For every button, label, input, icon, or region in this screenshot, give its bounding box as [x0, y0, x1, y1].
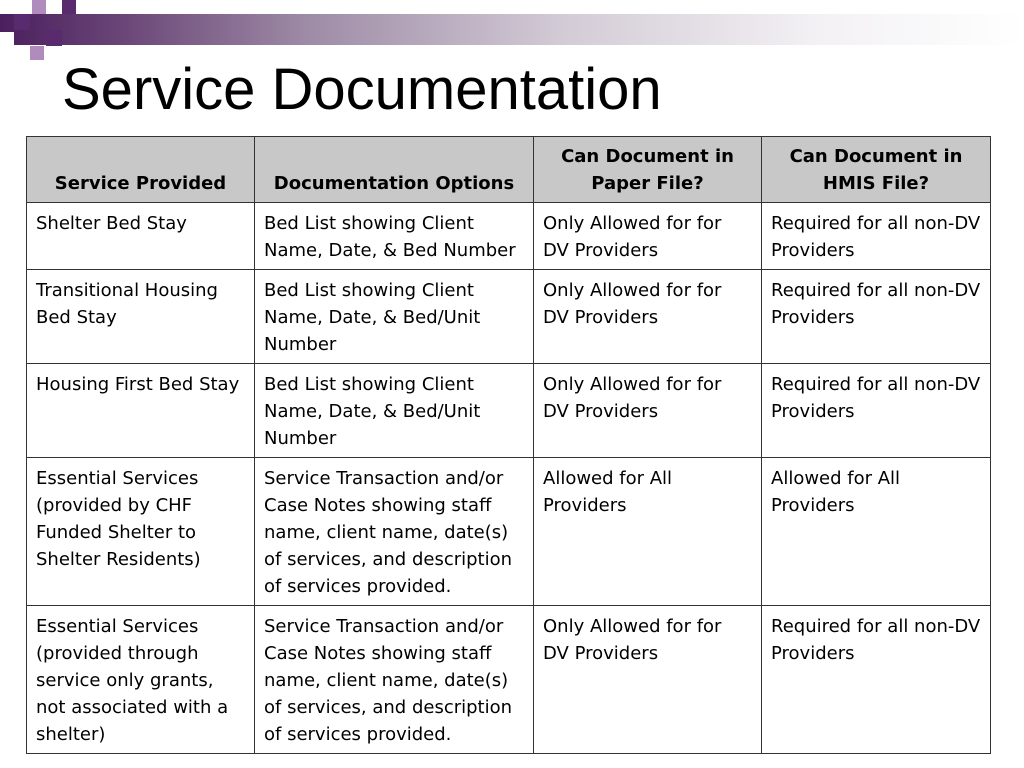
- table-cell: Only Allowed for for DV Providers: [534, 270, 762, 364]
- table-cell: Bed List showing Client Name, Date, & Bed/Unit Number: [255, 364, 534, 458]
- table-cell: Allowed for All Providers: [534, 458, 762, 606]
- table-cell: Service Transaction and/or Case Notes showing staff name, client name, date(s) of services, and description of services provided.: [255, 606, 534, 754]
- header-gradient-band: [0, 14, 1024, 45]
- table-row: [27, 458, 991, 606]
- table-cell: Only Allowed for for DV Providers: [534, 203, 762, 270]
- table-cell: Essential Services (provided through service only grants, not associated with a shelter): [27, 606, 255, 754]
- table-cell: Transitional Housing Bed Stay: [27, 270, 255, 364]
- decorative-square: [46, 30, 62, 46]
- slide-title: Service Documentation: [62, 57, 662, 122]
- table-cell: Required for all non-DV Providers: [762, 270, 991, 364]
- column-header: Can Document in Paper File?: [534, 137, 762, 203]
- table-row: [27, 606, 991, 754]
- table-cell: Only Allowed for for DV Providers: [534, 364, 762, 458]
- column-header: Service Provided: [27, 137, 255, 203]
- table-cell: Required for all non-DV Providers: [762, 364, 991, 458]
- table-row: [27, 364, 991, 458]
- decorative-square: [32, 0, 46, 14]
- table-row: [27, 270, 991, 364]
- table-cell: Bed List showing Client Name, Date, & Bed Number: [255, 203, 534, 270]
- table-cell: Required for all non-DV Providers: [762, 203, 991, 270]
- decorative-square: [30, 46, 44, 60]
- decorative-square: [14, 14, 30, 30]
- table-cell: Allowed for All Providers: [762, 458, 991, 606]
- table-cell: Shelter Bed Stay: [27, 203, 255, 270]
- table-cell: Only Allowed for for DV Providers: [534, 606, 762, 754]
- table-cell: Required for all non-DV Providers: [762, 606, 991, 754]
- decorative-square: [62, 0, 76, 14]
- table-header-row: [27, 137, 991, 203]
- decorative-square: [0, 32, 14, 46]
- table-row: [27, 203, 991, 270]
- table-cell: Housing First Bed Stay: [27, 364, 255, 458]
- table-cell: Bed List showing Client Name, Date, & Bed/Unit Number: [255, 270, 534, 364]
- documentation-table: [26, 136, 991, 754]
- column-header: Documentation Options: [255, 137, 534, 203]
- column-header: Can Document in HMIS File?: [762, 137, 991, 203]
- table-cell: Essential Services (provided by CHF Funded Shelter to Shelter Residents): [27, 458, 255, 606]
- table-cell: Service Transaction and/or Case Notes showing staff name, client name, date(s) of services, and description of services provided.: [255, 458, 534, 606]
